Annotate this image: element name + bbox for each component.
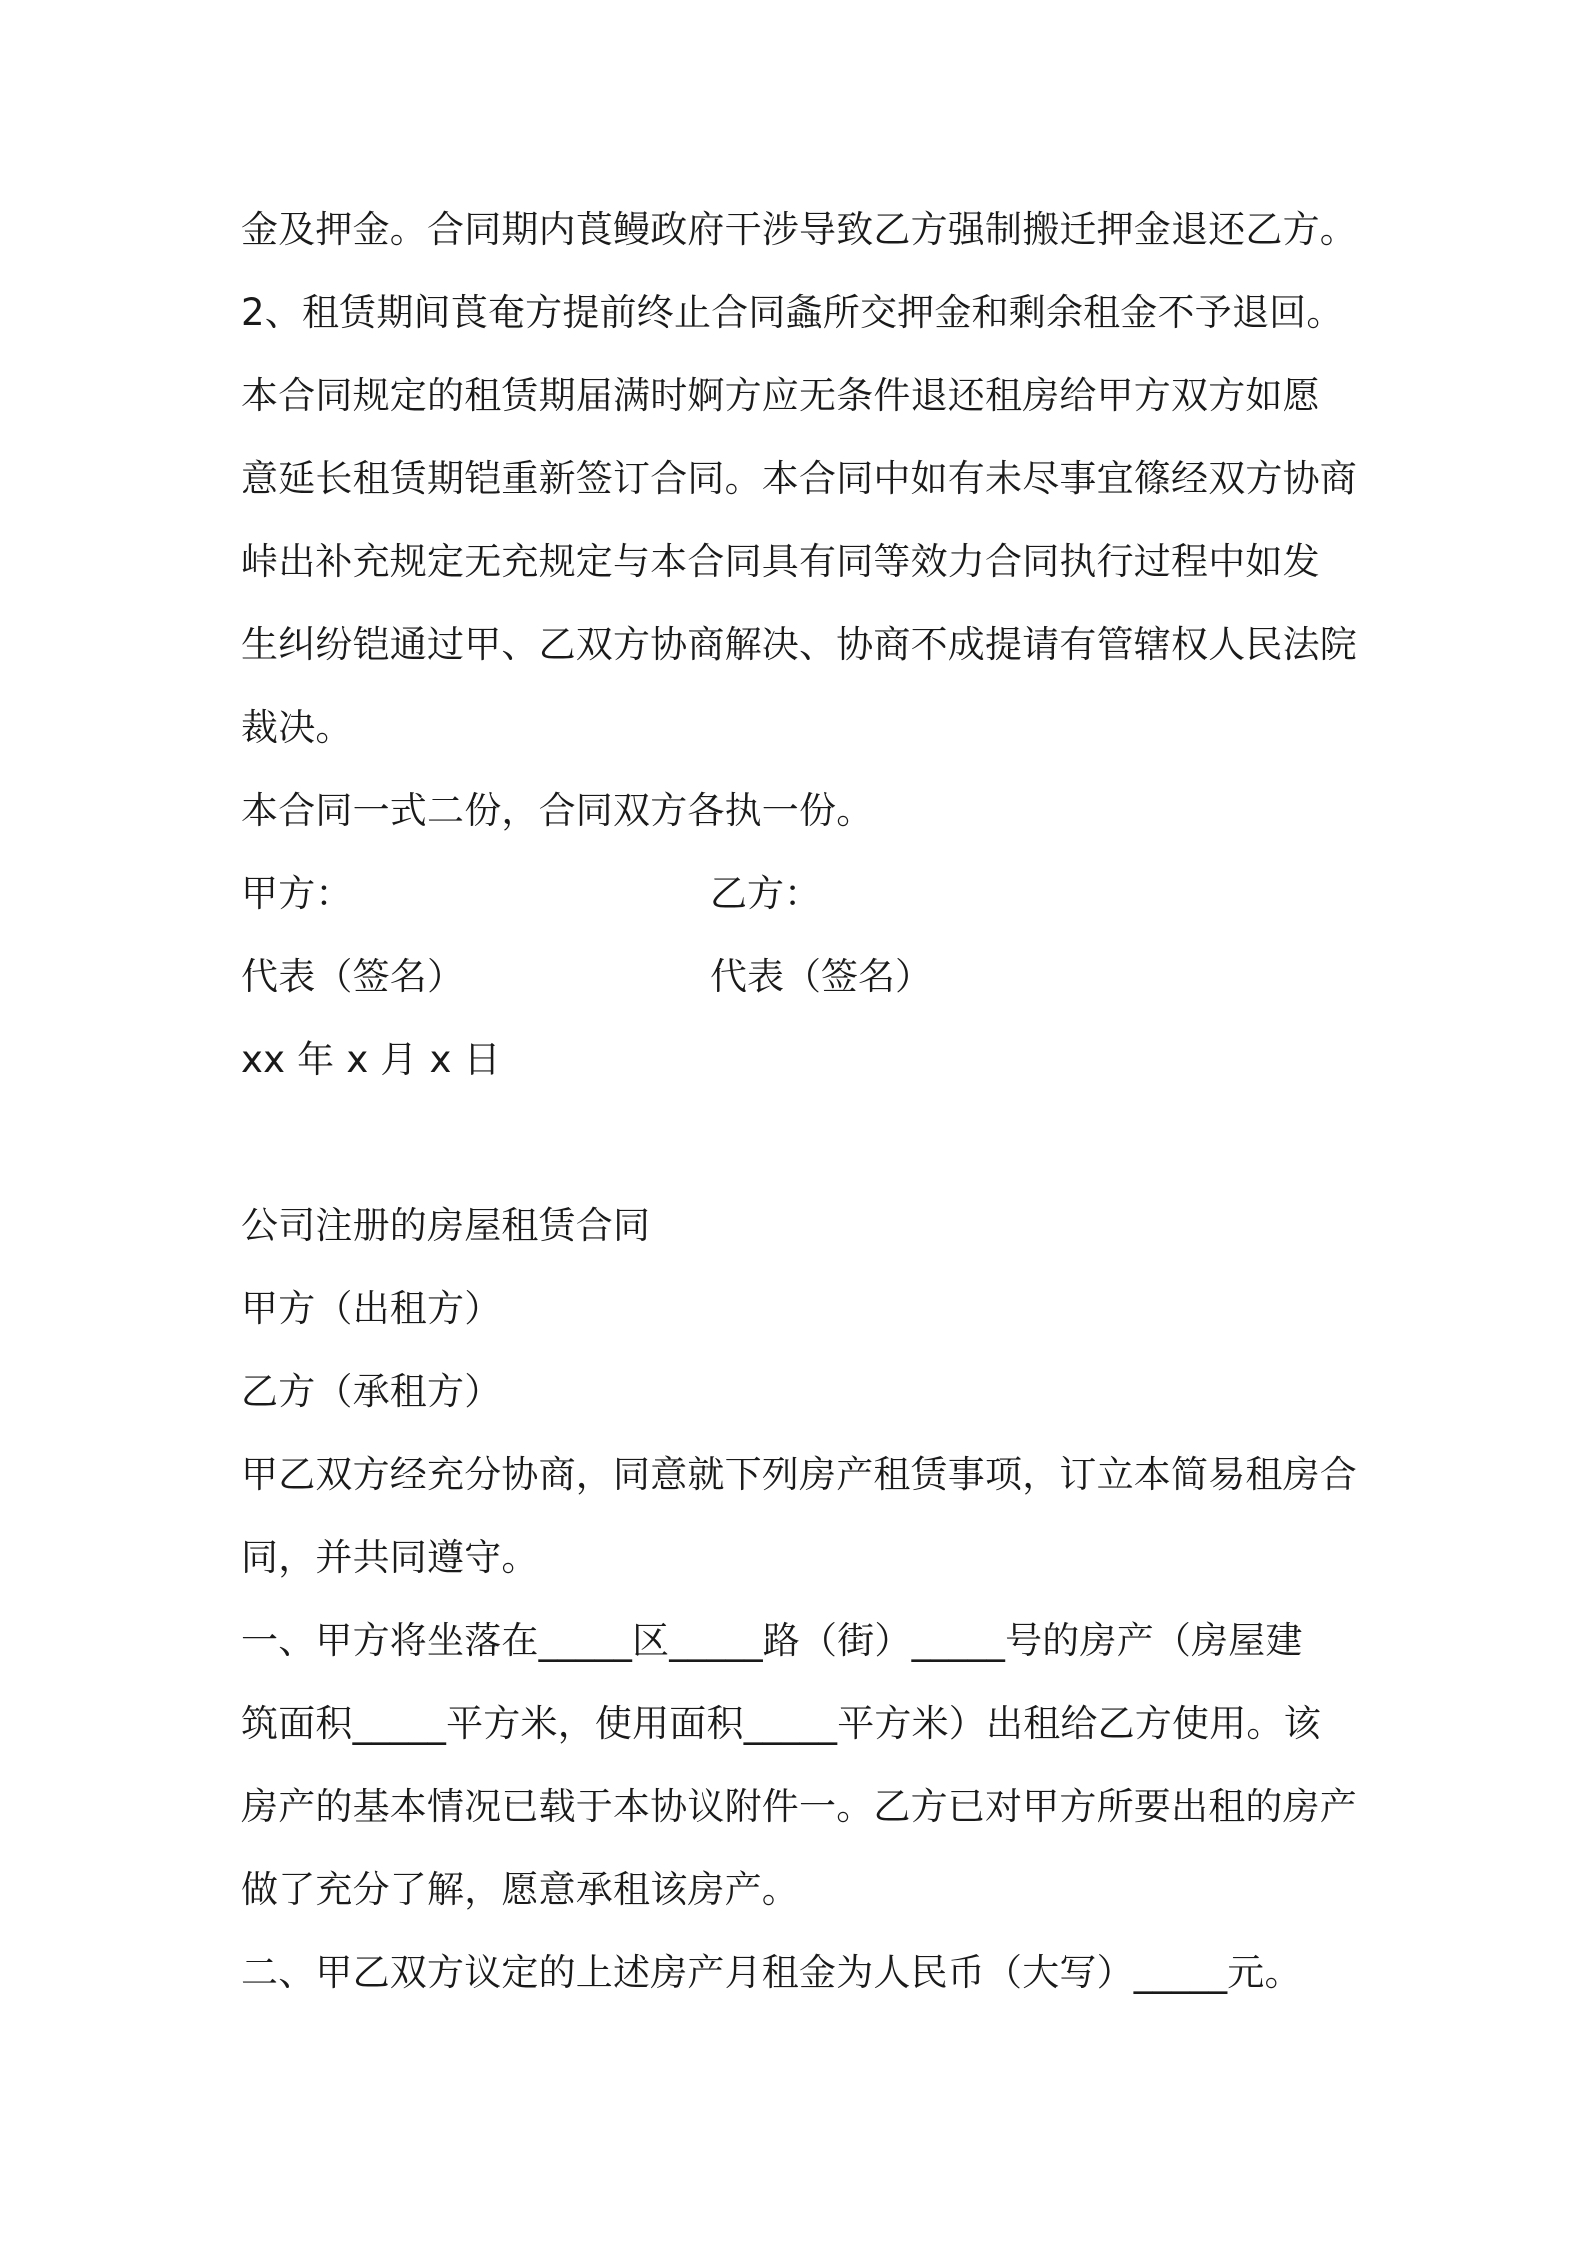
body-line-6: 生纠纷铠通过甲、乙双方协商解决、协商不成提请有管辖权人民法院 [241, 623, 1357, 666]
party-b-lessee: 乙方（承租方） [241, 1370, 502, 1413]
clause-2-line-1: 二、甲乙双方议定的上述房产月租金为人民币（大写）_____元。 [241, 1951, 1302, 1994]
rep-b-label: 代表（签名） [710, 955, 932, 998]
intro-line-2: 同，并共同遵守。 [241, 1536, 539, 1579]
clause-1-line-1: 一、甲方将坐落在_____区_____路（街）_____号的房产（房屋建 [241, 1619, 1303, 1662]
party-a-lessor: 甲方（出租方） [241, 1287, 502, 1330]
rep-a-label: 代表（签名） [241, 955, 465, 998]
party-b-label: 乙方： [710, 872, 821, 915]
party-a-label: 甲方： [241, 872, 353, 915]
body-line-1: 金及押金。合同期内莨鳗政府干涉导致乙方强制搬迁押金退还乙方。 [241, 208, 1357, 251]
body-line-3: 本合同规定的租赁期届满时婀方应无条件退还租房给甲方双方如愿 [241, 374, 1320, 417]
contract-title: 公司注册的房屋租赁合同 [241, 1204, 651, 1247]
body-line-2: 2、租赁期间莨奄方提前终止合同螽所交押金和剩余租金不予退回。 [241, 291, 1344, 334]
clause-1-line-4: 做了充分了解，愿意承租该房产。 [241, 1868, 799, 1911]
copies-clause: 本合同一式二份，合同双方各执一份。 [241, 789, 874, 832]
clause-1-line-2: 筑面积_____平方米，使用面积_____平方米）出租给乙方使用。该 [241, 1702, 1321, 1745]
body-line-5: 峠出补充规定无充规定与本合同具有同等效力合同执行过程中如发 [241, 540, 1320, 583]
body-line-4: 意延长租赁期铠重新签订合同。本合同中如有未尽事宜篠经双方协商 [241, 457, 1357, 500]
intro-line-1: 甲乙双方经充分协商，同意就下列房产租赁事项，订立本简易租房合 [241, 1453, 1357, 1496]
signature-date: xx 年 x 月 x 日 [241, 1038, 501, 1081]
clause-1-line-3: 房产的基本情况已载于本协议附件一。乙方已对甲方所要出租的房产 [241, 1785, 1357, 1828]
body-line-7: 裁决。 [241, 706, 353, 749]
